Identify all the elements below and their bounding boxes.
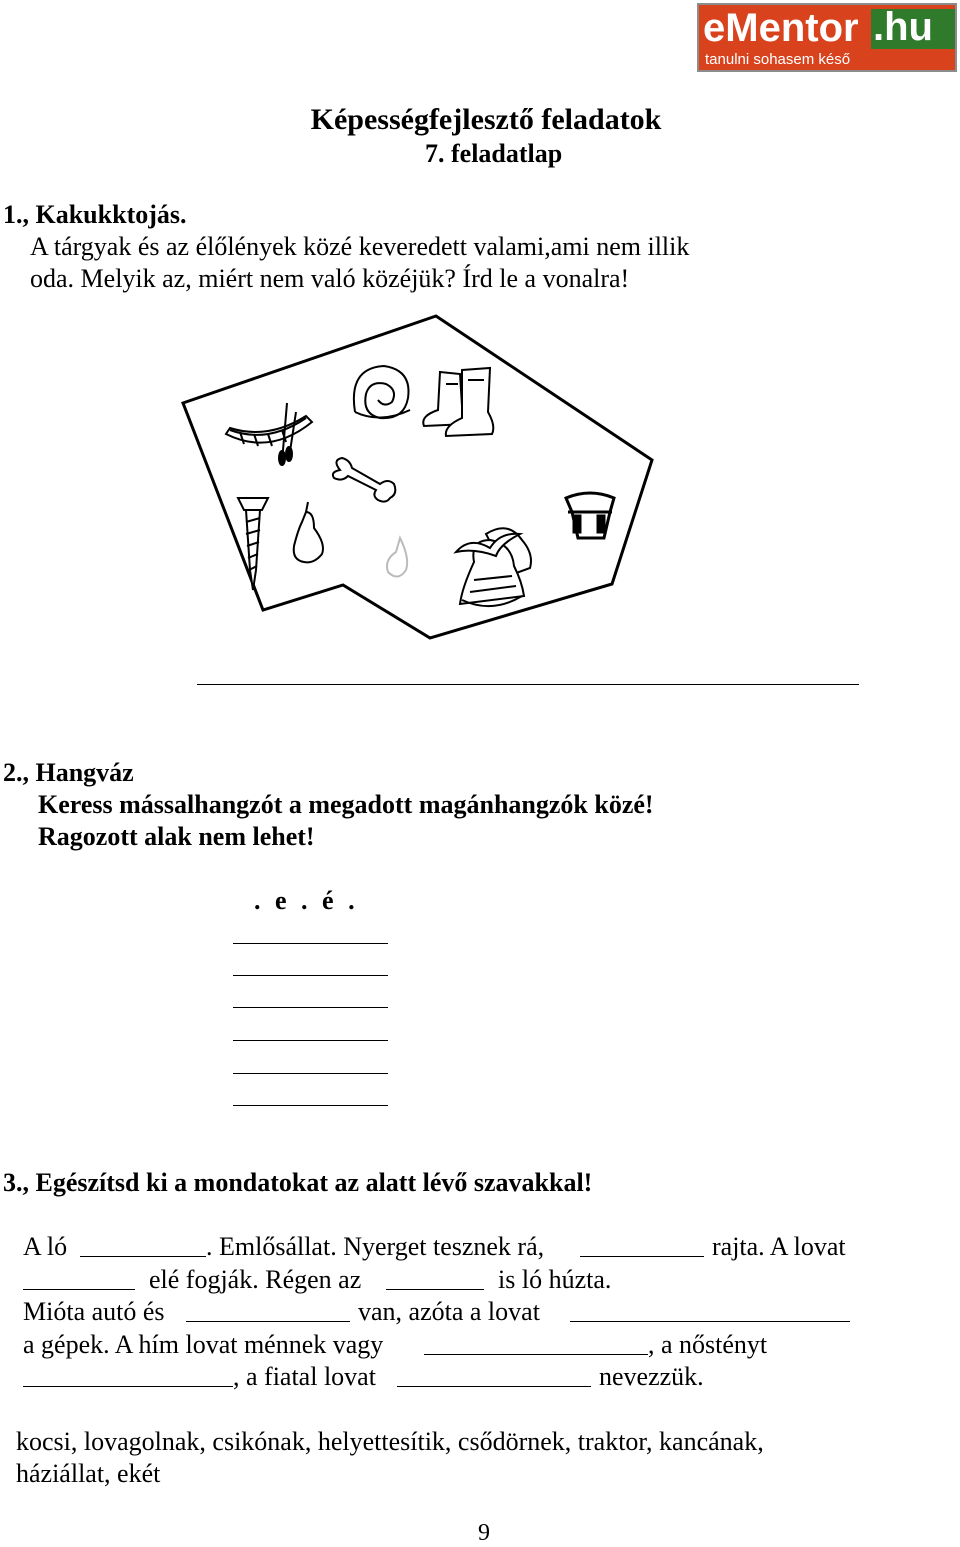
task3-blank-9[interactable] [397, 1386, 591, 1387]
task3-row1-text-a: A ló [23, 1232, 68, 1261]
task2-answer-line-3[interactable] [233, 1007, 388, 1008]
task1-instruction-line1: A tárgyak és az élőlények közé keveredett valami,ami nem illik [30, 232, 690, 261]
screw-icon [238, 498, 268, 590]
task3-blank-8[interactable] [23, 1386, 233, 1387]
page-subtitle: 7. feladatlap [425, 139, 563, 168]
task1-heading: 1., Kakukktojás. [3, 200, 187, 229]
page-number: 9 [478, 1520, 490, 1546]
task1-answer-line[interactable] [197, 684, 859, 685]
bone-icon [333, 458, 395, 502]
task2-answer-line-5[interactable] [233, 1073, 388, 1074]
logo-main-text: eMentor [703, 6, 859, 50]
task3-row2-text-a: elé fogják. Régen az [149, 1265, 362, 1294]
task3-blank-1[interactable] [80, 1256, 206, 1257]
task3-row5-text-a: , a fiatal lovat [233, 1362, 376, 1391]
task3-word-bank-line1: kocsi, lovagolnak, csikónak, helyettesítik, csődörnek, traktor, kancának, [16, 1427, 764, 1456]
task3-row3-text-b: van, azóta a lovat [358, 1297, 540, 1326]
task3-blank-6[interactable] [570, 1321, 850, 1322]
odd-one-out-picture [0, 0, 960, 660]
task2-answer-line-1[interactable] [233, 943, 388, 944]
logo-tagline: tanulni sohasem késő [705, 51, 851, 68]
task3-word-bank-line2: háziállat, ekét [16, 1459, 161, 1488]
task3-row1-text-b: . Emlősállat. Nyerget tesznek rá, [206, 1232, 545, 1261]
task3-blank-3[interactable] [23, 1289, 135, 1290]
task3-row2-text-b: is ló húzta. [498, 1265, 612, 1294]
pear-icon [294, 502, 323, 562]
canoe-icon [226, 403, 312, 465]
task3-blank-5[interactable] [186, 1321, 350, 1322]
task3-row3-text-a: Mióta autó és [23, 1297, 165, 1326]
task3-heading: 3., Egészítsd ki a mondatokat az alatt lévő szavakkal! [3, 1168, 593, 1197]
task3-row5-text-b: nevezzük. [599, 1362, 704, 1391]
task2-heading: 2., Hangváz [3, 758, 134, 787]
task3-blank-7[interactable] [424, 1354, 648, 1355]
task2-pattern: . e . é . [254, 886, 359, 915]
boots-icon [423, 368, 493, 436]
task1-instruction-line2: oda. Melyik az, miért nem való közéjük? Írd le a vonalra! [30, 264, 630, 293]
pot-icon [566, 493, 614, 538]
drop-icon [387, 538, 407, 577]
bell-icon [456, 528, 531, 606]
snail-shell-icon [354, 366, 410, 418]
task2-instruction-line1: Keress mássalhangzót a megadott magánhangzók közé! [38, 790, 654, 819]
task2-answer-line-4[interactable] [233, 1040, 388, 1041]
task2-answer-line-2[interactable] [233, 975, 388, 976]
task3-row1-text-c: rajta. A lovat [712, 1232, 846, 1261]
task3-blank-4[interactable] [386, 1289, 484, 1290]
task3-row4-text-a: a gépek. A hím lovat ménnek vagy [23, 1330, 384, 1359]
logo-domain-text: .hu [873, 5, 933, 49]
task2-instruction-line2: Ragozott alak nem lehet! [38, 822, 315, 851]
page-title: Képességfejlesztő feladatok [310, 103, 662, 136]
task3-row4-text-b: , a nőstényt [648, 1330, 768, 1359]
task2-answer-line-6[interactable] [233, 1105, 388, 1106]
task3-blank-2[interactable] [580, 1256, 704, 1257]
